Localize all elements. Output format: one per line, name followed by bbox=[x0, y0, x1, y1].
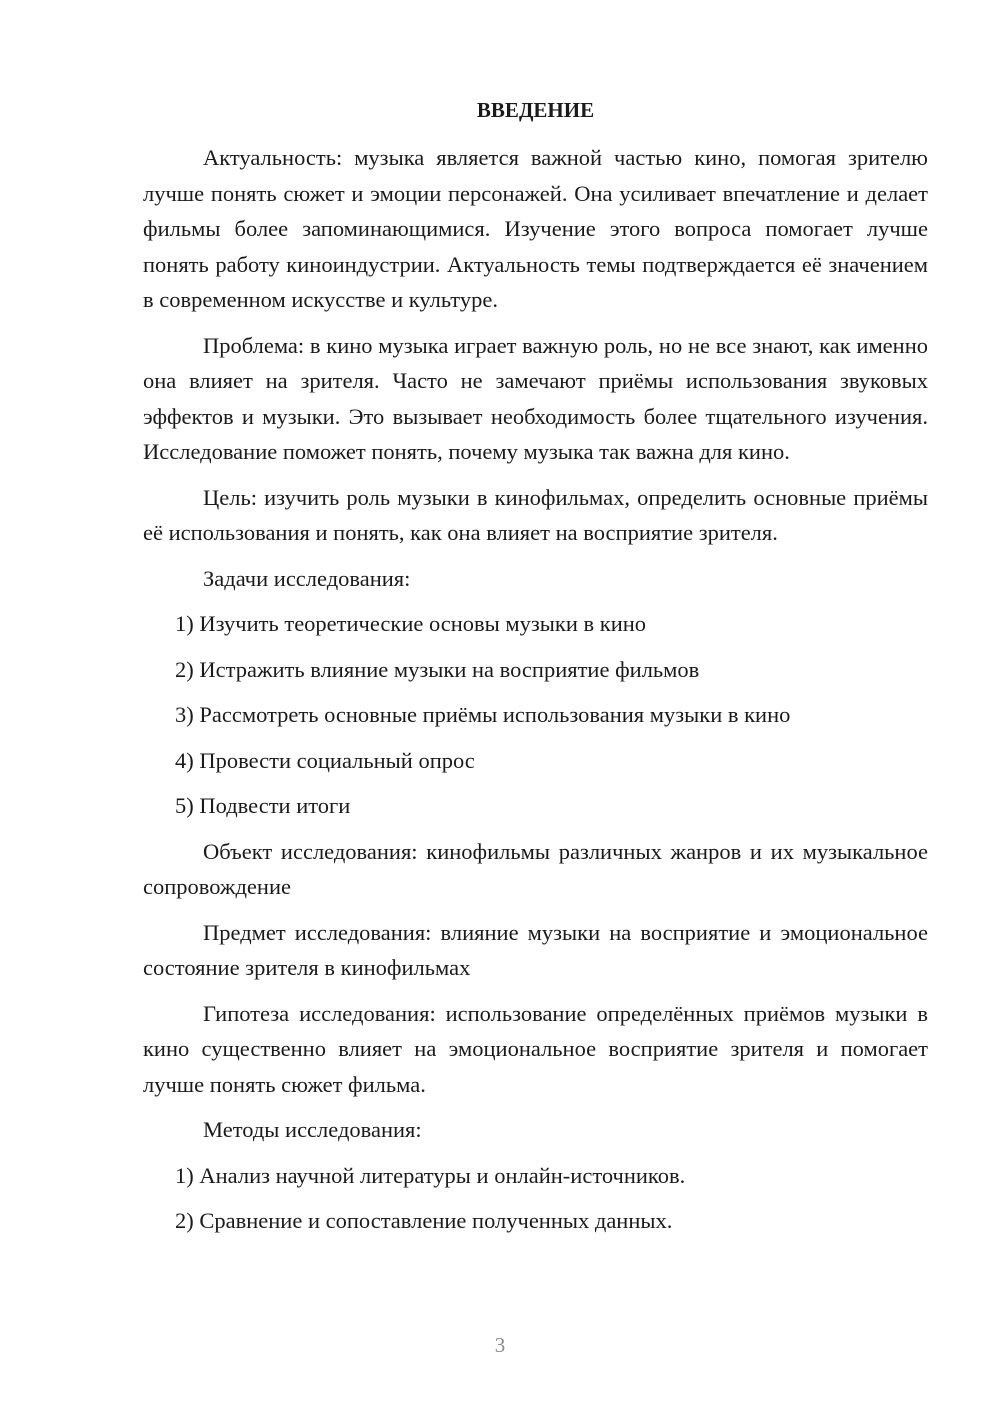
tasks-label: Задачи исследования: bbox=[203, 565, 411, 591]
task-item: 3) Рассмотреть основные приёмы использования музыки в кино bbox=[175, 702, 791, 727]
page-number: 3 bbox=[494, 1333, 506, 1357]
object-paragraph: Объект исследования: кинофильмы различных жанров и их музыкальное сопровождение bbox=[143, 838, 928, 899]
subject-paragraph: Предмет исследования: влияние музыки на восприятие и эмоциональное состояние зрителя в кинофильмах bbox=[143, 919, 928, 980]
methods-label: Методы исследования: bbox=[203, 1117, 422, 1142]
goal-paragraph: Цель: изучить роль музыки в кинофильмах, определить основные приёмы её использования и понять, как она влияет на восприятие зрителя. bbox=[143, 484, 928, 545]
method-item: 1) Анализ научной литературы и онлайн-источников. bbox=[175, 1162, 686, 1188]
task-item: 5) Подвести итоги bbox=[175, 793, 351, 818]
section-title: ВВЕДЕНИЕ bbox=[476, 98, 595, 122]
problem-paragraph: Проблема: в кино музыка играет важную роль, но не все знают, как именно она влияет на зрителя. Часто не замечают приёмы использования звуковых эффектов и музыки. Это вызывает необходимость более тщательного изучения. Исследование поможет понять, почему музыка так важна для кино. bbox=[143, 332, 928, 464]
methods-list bbox=[143, 1158, 928, 1239]
task-item: 1) Изучить теоретические основы музыки в кино bbox=[175, 611, 647, 636]
task-item: 4) Провести социальный опрос bbox=[175, 747, 475, 773]
relevance-paragraph: Актуальность: музыка является важной частью кино, помогая зрителю лучше понять сюжет и эмоции персонажей. Она усиливает впечатление и делает фильмы более запоминающимися. Изучение этого вопроса помогает лучше понять работу киноиндустрии. Актуальность темы подтверждается её значением в современном искусстве и культуре. bbox=[143, 145, 928, 312]
hypothesis-paragraph: Гипотеза исследования: использование определённых приёмов музыки в кино существенно влияет на эмоциональное восприятие зрителя и помогает лучше понять сюжет фильма. bbox=[143, 1000, 928, 1097]
tasks-list bbox=[143, 606, 928, 824]
document-page bbox=[143, 92, 928, 1249]
task-item: 2) Истражить влияние музыки на восприятие фильмов bbox=[175, 656, 700, 682]
method-item: 2) Сравнение и сопоставление полученных данных. bbox=[175, 1208, 673, 1233]
